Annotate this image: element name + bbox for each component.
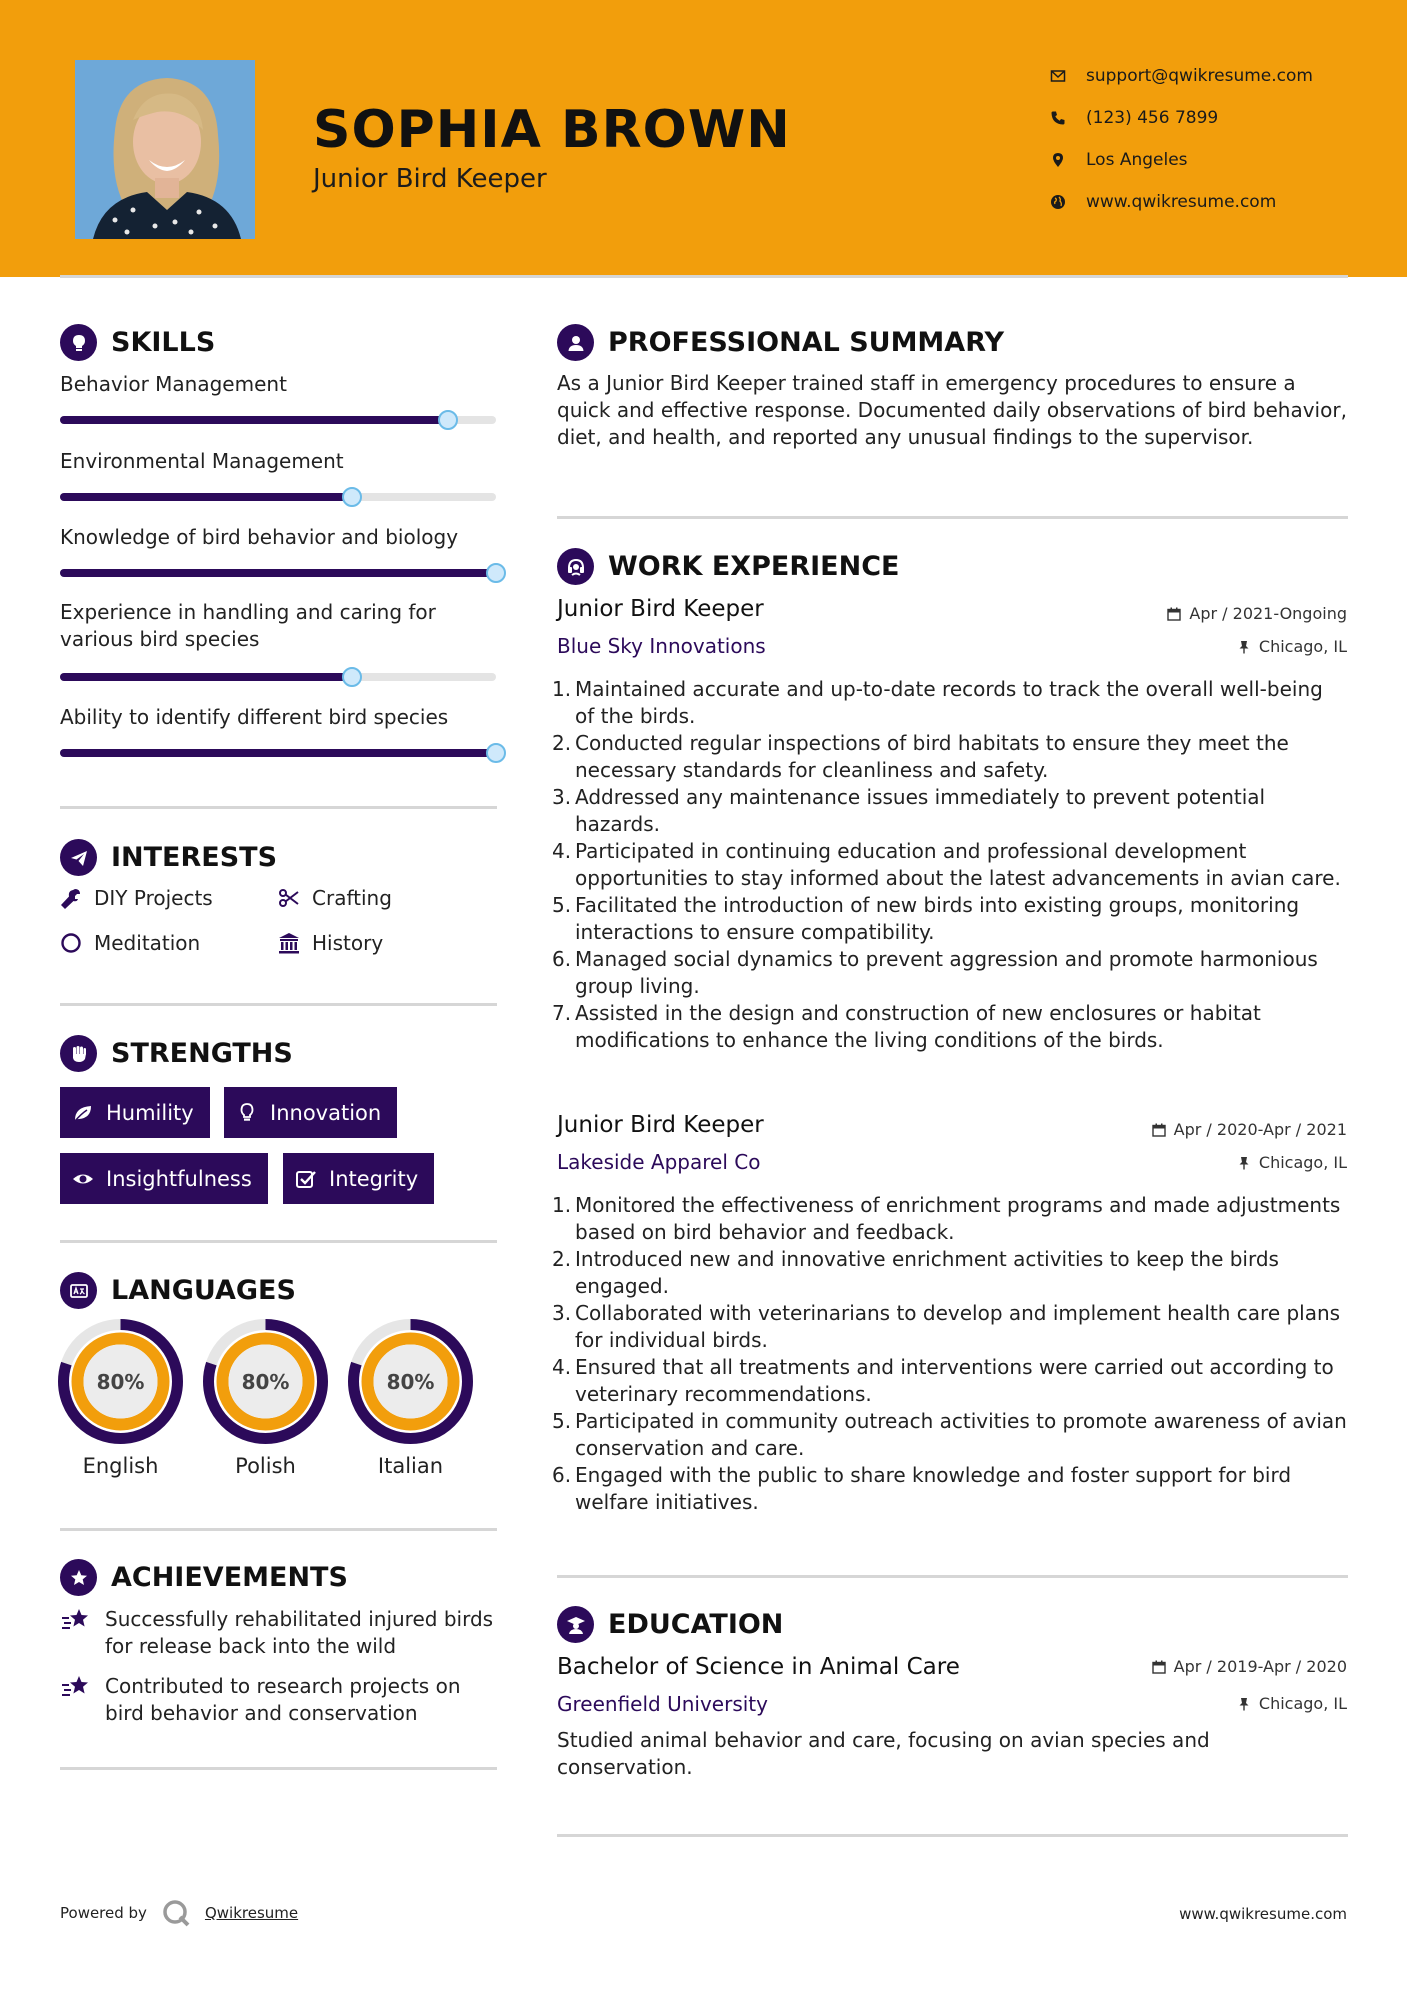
job-bullet: 1. Monitored the effectiveness of enrichment programs and made adjustments based on bird behavior and feedback. [552,1193,1341,1244]
skill-bar [60,749,496,757]
scissors-icon [278,887,300,909]
contact-location [1050,139,1313,181]
wrench-icon [60,887,82,909]
phone-icon [1050,108,1086,128]
job-title: Junior Bird Keeper [557,596,764,622]
job-dates-text: Apr / 2021-Ongoing [1189,604,1347,623]
achievements-heading [60,1559,348,1596]
interest-item [278,931,383,955]
contact-phone-text: (123) 456 7899 [1086,108,1219,128]
summary-text: As a Junior Bird Keeper trained staff in emergency procedures to ensure a quick and effective response. Documented daily observations of bird behavior, diet, and health, and reported any unusual findings to the supervisor. [557,371,1347,449]
job-bullet-text: Monitored the effectiveness of enrichment programs and made adjustments based on bird behavior and feedback. [575,1193,1341,1244]
strength-label: Insightfulness [106,1166,252,1191]
job-bullet-text: Managed social dynamics to prevent aggression and promote harmonious group living. [575,947,1318,998]
job-bullet-text: Addressed any maintenance issues immediately to prevent potential hazards. [575,785,1266,836]
skill-label: Experience in handling and caring for various bird species [60,600,436,651]
job-bullet: 6. Managed social dynamics to prevent aggression and promote harmonious group living. [552,947,1318,998]
section-divider [60,1003,497,1006]
eye-icon [72,1168,94,1190]
strength-label: Integrity [329,1166,419,1191]
profile-portrait-image [75,60,255,239]
candidate-role: Junior Bird Keeper [313,164,547,194]
job-bullet-text: Collaborated with veterinarians to develop and implement health care plans for individual birds. [575,1301,1341,1352]
job-bullet: 3. Addressed any maintenance issues immediately to prevent potential hazards. [552,785,1266,836]
language-name: Italian [377,1454,444,1478]
education-dates-text: Apr / 2019-Apr / 2020 [1173,1657,1347,1676]
skills-heading [60,324,215,361]
education-location [1237,1694,1347,1713]
job-dates [1152,1120,1347,1139]
strength-chip [60,1087,210,1138]
contact-website[interactable] [1050,181,1313,223]
job-bullet: 3. Collaborated with veterinarians to develop and implement health care plans for individual birds. [552,1301,1341,1352]
experience-heading [557,548,899,585]
job-bullet: 2. Conducted regular inspections of bird habitats to ensure they meet the necessary standards for cleanliness and safety. [552,731,1289,782]
education-heading [557,1606,783,1643]
job-bullet-text: Facilitated the introduction of new birds into existing groups, monitoring interactions to ensure compatibility. [575,893,1300,944]
job-title: Junior Bird Keeper [557,1112,764,1138]
profile-photo [75,60,255,239]
contact-list [1050,55,1313,223]
calendar-icon [1152,1660,1166,1674]
language-name: Polish [235,1454,296,1478]
language-icon [60,1272,97,1309]
skill-bar-fill [60,416,448,424]
skill-bar-knob [486,563,506,583]
star-badge-icon [60,1559,97,1596]
skill-label: Behavior Management [60,372,287,396]
contact-location-text: Los Angeles [1086,150,1188,170]
lightbulb-icon [60,324,97,361]
skill-label: Knowledge of bird behavior and biology [60,525,459,549]
job-location-text: Chicago, IL [1258,637,1347,656]
language-item [58,1319,183,1478]
qwikresume-logo-icon [161,1898,191,1928]
skill-bar [60,673,496,681]
achievement-text: Successfully rehabilitated injured birds for release back into the wild [105,1607,494,1658]
section-divider [60,1528,497,1531]
job-bullet-text: Engaged with the public to share knowledge and foster support for bird welfare initiatives. [575,1463,1292,1514]
language-item [348,1319,473,1478]
graduate-icon [557,1606,594,1643]
summary-title: PROFESSIONAL SUMMARY [608,327,1005,358]
languages-title: LANGUAGES [111,1275,296,1306]
language-donut [203,1319,328,1444]
envelope-icon [1050,66,1086,86]
language-percent: 80% [96,1370,145,1394]
circle-icon [60,932,82,954]
resume-header [0,0,1407,277]
education-location-text: Chicago, IL [1258,1694,1347,1713]
job-bullet-text: Participated in continuing education and professional development opportunities to stay informed about the latest advancements in avian care. [575,839,1341,890]
contact-phone[interactable] [1050,97,1313,139]
contact-website-text: www.qwikresume.com [1086,192,1277,212]
interest-label: DIY Projects [94,886,213,910]
strengths-heading [60,1035,293,1072]
experience-title: WORK EXPERIENCE [608,551,900,582]
job-bullet: 4. Participated in continuing education and professional development opportunities to stay informed about the latest advancements in avian care. [552,839,1341,890]
footer-powered-by [60,1898,298,1928]
education-description: Studied animal behavior and care, focusing on avian species and conservation. [557,1728,1210,1779]
shooting-star-icon [60,1606,92,1634]
skill-bar-knob [342,487,362,507]
interest-label: Meditation [94,931,201,955]
header-divider [60,275,1348,278]
strengths-title: STRENGTHS [111,1038,293,1069]
contact-email-text: support@qwikresume.com [1086,66,1313,86]
skill-bar-knob [438,410,458,430]
job-location [1237,1153,1347,1172]
check-square-icon [295,1168,317,1190]
job-bullet-text: Introduced new and innovative enrichment activities to keep the birds engaged. [575,1247,1279,1298]
strength-label: Humility [106,1100,194,1125]
achievement-item [60,1673,500,1727]
job-bullet: 4. Ensured that all treatments and interventions were carried out according to veterinary recommendations. [552,1355,1334,1406]
education-school: Greenfield University [557,1692,768,1716]
education-dates [1152,1657,1347,1676]
map-pin-icon [1050,150,1086,170]
job-bullet: 2. Introduced new and innovative enrichment activities to keep the birds engaged. [552,1247,1279,1298]
job-bullet: 5. Participated in community outreach activities to promote awareness of avian conservation and care. [552,1409,1347,1460]
interest-item [278,886,392,910]
strength-chip [60,1153,268,1204]
job-dates-text: Apr / 2020-Apr / 2021 [1173,1120,1347,1139]
calendar-icon [1167,607,1181,621]
section-divider [557,1834,1348,1837]
job-bullet: 1. Maintained accurate and up-to-date records to track the overall well-being of the birds. [552,677,1323,728]
languages-heading [60,1272,296,1309]
job-location [1237,637,1347,656]
skills-title: SKILLS [111,327,216,358]
qwikresume-link[interactable]: Qwikresume [204,1904,299,1922]
pushpin-icon [1237,1156,1251,1170]
job-bullet-text: Conducted regular inspections of bird habitats to ensure they meet the necessary standards for cleanliness and safety. [575,731,1289,782]
skill-bar [60,569,496,577]
globe-icon [1050,192,1086,212]
skill-bar [60,416,496,424]
summary-heading [557,324,1004,361]
job-company: Lakeside Apparel Co [557,1150,761,1174]
shooting-star-icon [60,1673,92,1701]
interests-title: INTERESTS [111,842,278,873]
skill-bar-fill [60,569,496,577]
skill-label: Ability to identify different bird species [60,705,449,729]
section-divider [60,1240,497,1243]
job-location-text: Chicago, IL [1258,1153,1347,1172]
job-bullet-text: Ensured that all treatments and interventions were carried out according to veterinary recommendations. [575,1355,1334,1406]
skill-bar-knob [486,743,506,763]
education-title: EDUCATION [608,1609,784,1640]
contact-email[interactable] [1050,55,1313,97]
language-donut [348,1319,473,1444]
skill-bar-fill [60,673,352,681]
skill-bar-fill [60,493,352,501]
user-icon [557,324,594,361]
job-bullet: 5. Facilitated the introduction of new birds into existing groups, monitoring interactions to ensure compatibility. [552,893,1300,944]
lightbulb-icon [236,1102,258,1124]
museum-icon [278,932,300,954]
job-bullet-text: Maintained accurate and up-to-date records to track the overall well-being of the birds. [575,677,1323,728]
skill-bar-fill [60,749,496,757]
language-percent: 80% [241,1370,290,1394]
leaf-icon [72,1102,94,1124]
job-bullets [552,676,1347,1054]
section-divider [557,516,1348,519]
interest-label: Crafting [312,886,392,910]
strength-chip [224,1087,397,1138]
job-dates [1167,604,1347,623]
language-donut [58,1319,183,1444]
pushpin-icon [1237,640,1251,654]
interest-item [60,931,200,955]
pushpin-icon [1237,1697,1251,1711]
language-percent: 80% [386,1370,435,1394]
section-divider [60,806,497,809]
skill-label: Environmental Management [60,449,344,473]
language-item [203,1319,328,1478]
raised-fist-icon [60,1035,97,1072]
powered-by-label: Powered by [60,1904,147,1922]
skill-bar-knob [342,667,362,687]
achievements-title: ACHIEVEMENTS [111,1562,348,1593]
strength-label: Innovation [270,1100,382,1125]
job-bullet: 6. Engaged with the public to share knowledge and foster support for bird welfare initiatives. [552,1463,1292,1514]
headset-icon [557,548,594,585]
strength-chip [283,1153,434,1204]
education-degree: Bachelor of Science in Animal Care [557,1654,960,1680]
job-bullet-text: Assisted in the design and construction of new enclosures or habitat modifications to enhance the living conditions of the birds. [575,1001,1261,1052]
section-divider [60,1767,497,1770]
achievement-text: Contributed to research projects on bird behavior and conservation [105,1674,461,1725]
interest-item [60,886,213,910]
paper-plane-icon [60,839,97,876]
job-bullets [552,1192,1347,1516]
interest-label: History [312,931,384,955]
candidate-name: SOPHIA BROWN [313,100,791,160]
footer-url[interactable]: www.qwikresume.com [1179,1905,1347,1923]
interests-heading [60,839,277,876]
job-company: Blue Sky Innovations [557,634,766,658]
section-divider [557,1575,1348,1578]
job-bullet-text: Participated in community outreach activities to promote awareness of avian conservation and care. [575,1409,1347,1460]
job-bullet: 7. Assisted in the design and construction of new enclosures or habitat modifications to enhance the living conditions of the birds. [552,1001,1261,1052]
achievement-item [60,1606,500,1660]
language-name: English [82,1454,159,1478]
skill-bar [60,493,496,501]
calendar-icon [1152,1123,1166,1137]
